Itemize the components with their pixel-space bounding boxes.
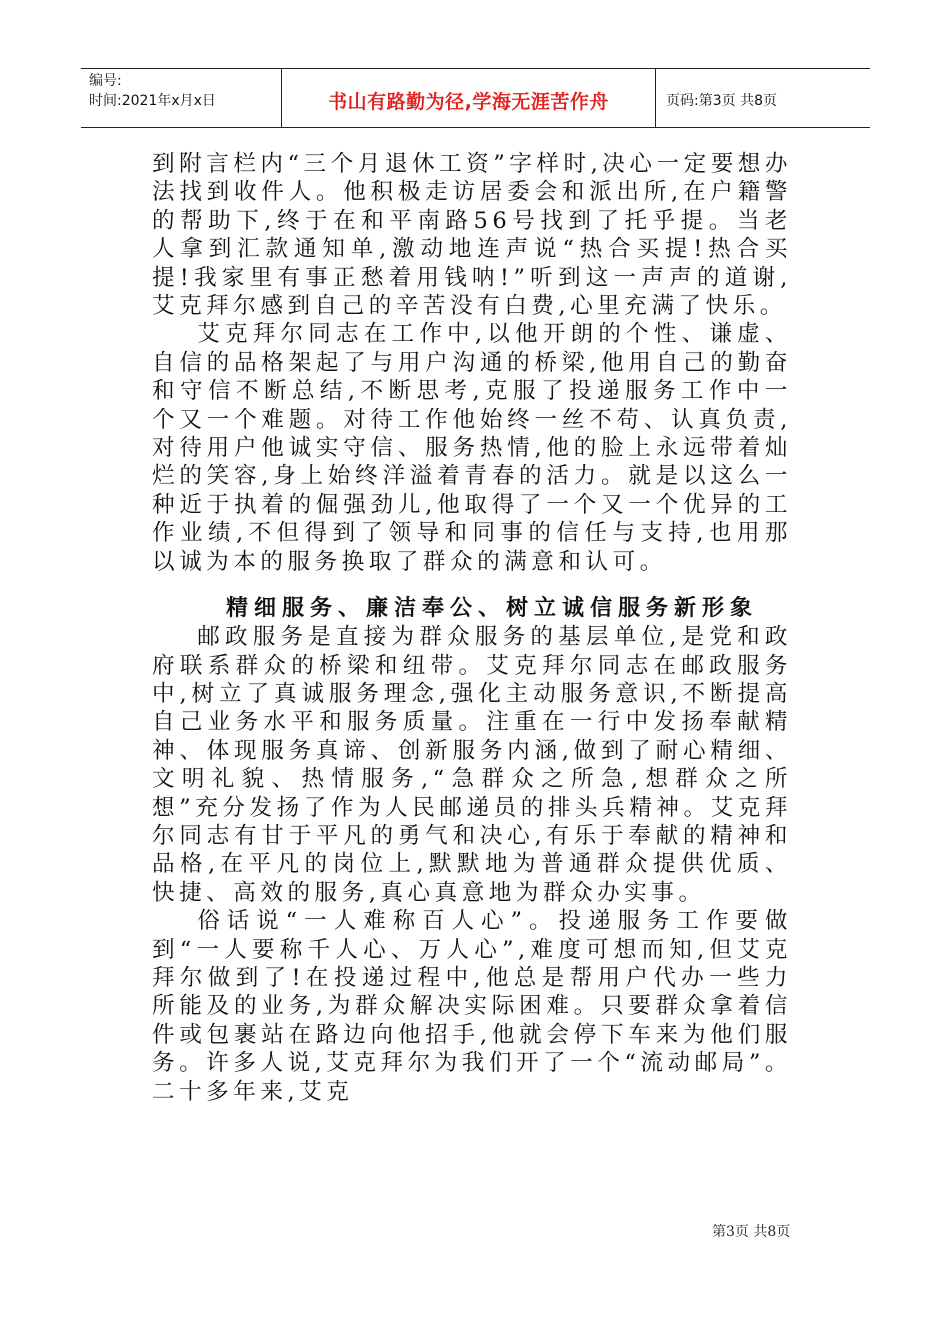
motto-text: 书山有路勤为径,学海无涯苦作舟 xyxy=(328,90,609,113)
paragraph-work-attitude: 艾克拜尔同志在工作中,以他开朗的个性、谦虚、自信的品格架起了与用户沟通的桥梁,他用自己的勤奋和守信不断总结,不断思考,克服了投递服务工作中一个又一个难题。对待工作他始终一丝不苟、认真负责,对待用户他诚实守信、服务热情,他的脸上永远带着灿烂的笑容,身上始终洋溢着青春的活力。就是以这么一种近于执着的倔强劲儿,他取得了一个又一个优异的工作业绩,不但得到了领导和同事的信任与支持,也用那以诚为本的服务换取了群众的满意和认可。 xyxy=(152,321,792,575)
paragraph-continuation: 到附言栏内“三个月退休工资”字样时,决心一定要想办法找到收件人。他积极走访居委会和派出所,在户籍警的帮助下,终于在和平南路56号找到了托乎提。当老人拿到汇款通知单,激动地连声说“热合买提!热合买提!我家里有事正愁着用钱呐!”听到这一声声的道谢,艾克拜尔感到自己的辛苦没有白费,心里充满了快乐。 xyxy=(152,151,792,320)
time-label: 时间:2021年x月x日 xyxy=(89,93,216,109)
section-heading: 精细服务、廉洁奉公、树立诚信服务新形象 xyxy=(225,596,758,622)
page-footer xyxy=(712,1221,790,1241)
page-header xyxy=(81,68,870,128)
paragraph-proverb: 俗话说“一人难称百人心”。投递服务工作要做到“一人要称千人心、万人心”,难度可想而知,但艾克拜尔做到了!在投递过程中,他总是帮用户代办一些力所能及的业务,为群众解决实际困难。只要群众拿着信件或包裹站在路边向他招手,他就会停下车来为他们服务。许多人说,艾克拜尔为我们开了一个“流动邮局”。二十多年来,艾克 xyxy=(152,908,792,1105)
page-info-text: 页码:第3页 共8页 xyxy=(666,93,777,109)
header-motto xyxy=(282,69,656,127)
footer-page-number: 第3页 共8页 xyxy=(712,1224,791,1240)
number-label: 编号: xyxy=(89,73,122,89)
document-body xyxy=(152,150,792,1106)
header-page-info xyxy=(656,69,870,127)
header-meta xyxy=(81,69,282,127)
paragraph-postal-service: 邮政服务是直接为群众服务的基层单位,是党和政府联系群众的桥梁和纽带。艾克拜尔同志在邮政服务中,树立了真诚服务理念,强化主动服务意识,不断提高自己业务水平和服务质量。注重在一行中发扬奉献精神、体现服务真谛、创新服务内涵,做到了耐心精细、文明礼貌、热情服务,“急群众之所急,想群众之所想”充分发扬了作为人民邮递员的排头兵精神。艾克拜尔同志有甘于平凡的勇气和决心,有乐于奉献的精神和品格,在平凡的岗位上,默默地为普通群众提供优质、快捷、高效的服务,真心真意地为群众办实事。 xyxy=(152,624,792,906)
